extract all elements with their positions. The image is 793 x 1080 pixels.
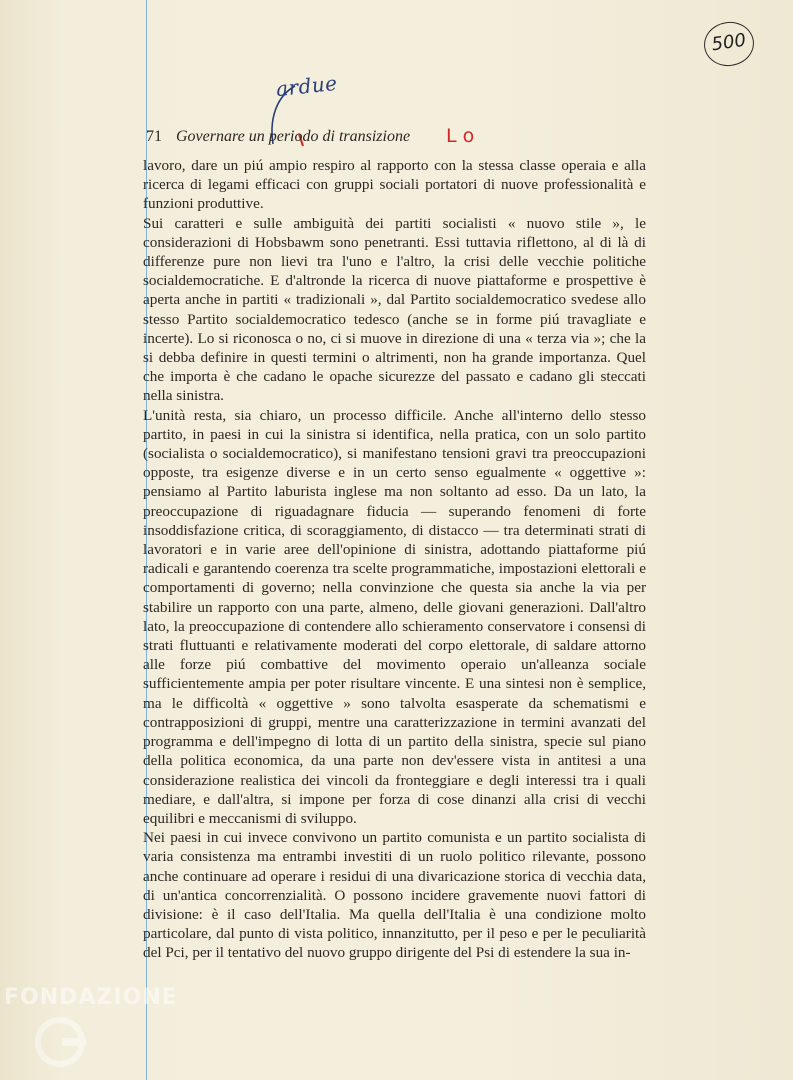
body-text bbox=[143, 156, 646, 963]
watermark-logo-icon bbox=[30, 1010, 100, 1070]
paragraph: Sui caratteri e sulle ambiguità dei partiti socialisti « nuovo stile », le considerazioni di Hobsbawm sono penetranti. Essi tuttavia riflettono, al di là di differenze pure non lievi tra l'uno e l'altro, la crisi delle vecchie politiche socialdemocratiche. E d'altronde la ricerca di nuove piattaforme e prospettive è aperta anche in partiti « tradizionali », dal Partito socialdemocratico svedese allo stesso Partito socialdemocratico tedesco (anche se in forme piú travagliate e incerte). Lo si riconosca o no, ci si muove in direzione di una « terza via »; che la si debba definire in questi termini o altrimenti, non ha grande importanza. Quel che importa è che cadano le opache sicurezze del passato e cadano gli steccati nella sinistra. bbox=[143, 214, 646, 405]
running-title: Governare un periodo di transizione bbox=[176, 128, 411, 145]
paragraph: lavoro, dare un piú ampio respiro al rapporto con la stessa classe operaia e alla ricerca di legami efficaci con gruppi sociali portatori di nuove professionalità e funzioni produttive. bbox=[143, 157, 646, 213]
page-number: 71 bbox=[146, 128, 162, 145]
paragraph: Nei paesi in cui invece convivono un partito comunista e un partito socialista di varia consistenza ma entrambi investiti di un ruolo politico rilevante, possono anche continuare ad operare i residui di una divaricazione storica di vecchia data, di un'antica concorrenzialità. O possono incidere gravemente nuovi fattori di divisione: è il caso dell'Italia. Ma quella dell'Italia è una condizione molto particolare, dal punto di vista politico, innanzitutto, per il peso e per le peculiarità del Pci, per il tentativo del nuovo gruppo dirigente del Psi di estendere la sua in- bbox=[143, 829, 646, 962]
archive-watermark: FONDAZIONE bbox=[4, 985, 178, 1010]
handwritten-annotation: ardue bbox=[274, 70, 339, 102]
folio-number: 500 bbox=[710, 29, 748, 56]
paragraph: L'unità resta, sia chiaro, un processo difficile. Anche all'interno dello stesso partito, in paesi in cui la sinistra si identifica, nella pratica, con un solo partito (socialista o socialdemocratico), si manifestano tensioni gravi tra preoccupazioni opposte, tra esigenze diverse e in un certo senso egualmente « oggettive »: pensiamo al Partito laburista inglese ma non soltanto ad esso. Da un lato, la preoccupazione di riguadagnare fiducia — superando fenomeni di forte insoddisfazione critica, di scoraggiamento, di distacco — tra determinati strati di lavoratori e in varie aree dell'opinione di sinistra, adottando piattaforme piú radicali e garantendo coerenza tra scelte programmatiche, impostazioni elettorali e comportamenti di governo; nella convinzione che questa sia anche la via per stabilire un rapporto con una parte, almeno, delle giovani generazioni. Dall'altro lato, la preoccupazione di contendere allo schieramento conservatore i consensi di strati fluttuanti e relativamente moderati del corpo elettorale, di saldare attorno alle forze piú combattive del movimento operaio un'alleanza sociale sufficientemente ampia per poter risultare vincente. E una sintesi non è semplice, ma le difficoltà « oggettive » sono talvolta esasperate da schematismi e contrapposizioni di gruppi, mentre una caratterizzazione in termini avanzati del programma e dell'impegno di lotta di un partito della sinistra, specie sul piano della politica economica, da una parte non dev'essere vista in antitesi a una considerazione realistica dei vincoli da fronteggiare e degli interessi tra i quali mediare, e dall'altra, si impone per forza di cose dinanzi alla crisi di vecchi equilibri e meccanismi di sviluppo. bbox=[143, 406, 646, 827]
running-header bbox=[146, 128, 410, 146]
red-proof-mark: L o bbox=[446, 125, 475, 147]
